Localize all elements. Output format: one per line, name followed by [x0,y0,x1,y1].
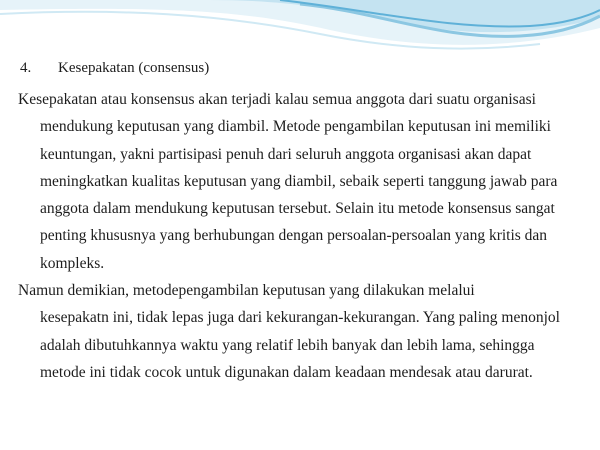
text-line: Kesepakatan atau konsensus akan terjadi kalau semua anggota dari suatu organisasi [18,91,536,108]
section-title: Kesepakatan (consensus) [58,60,210,76]
slide-content [18,58,588,386]
text-line: adalah dibutuhkannya waktu yang relatif lebih banyak dan lebih lama, sehingga [40,336,535,354]
text-line: mendukung keputusan yang diambil. Metode pengambilan keputusan ini memiliki [40,118,551,136]
text-line: keuntungan, yakni partisipasi penuh dari seluruh anggota organisasi akan dapat [40,145,532,163]
text-line: kompleks. [40,254,105,272]
text-line: meningkatkan kualitas keputusan yang diambil, sebaik seperti tanggung jawab para [40,172,558,190]
paragraph-consensus-drawbacks [18,277,588,386]
text-line: metode ini tidak cocok untuk digunakan dalam keadaan mendesak atau darurat. [40,363,533,381]
section-number: 4. [20,60,32,76]
text-line: Namun demikian, metodepengambilan keputusan yang dilakukan melalui [18,282,475,300]
paragraph-consensus-definition [18,86,588,277]
text-line: anggota dalam mendukung keputusan tersebut. Selain itu metode konsensus sangat [40,200,555,218]
text-line: kesepakatn ini, tidak lepas juga dari kekurangan-kekurangan. Yang paling menonjol [40,309,560,327]
section-heading [20,58,588,78]
text-line: penting khususnya yang berhubungan dengan persoalan-persoalan yang kritis dan [40,227,548,245]
